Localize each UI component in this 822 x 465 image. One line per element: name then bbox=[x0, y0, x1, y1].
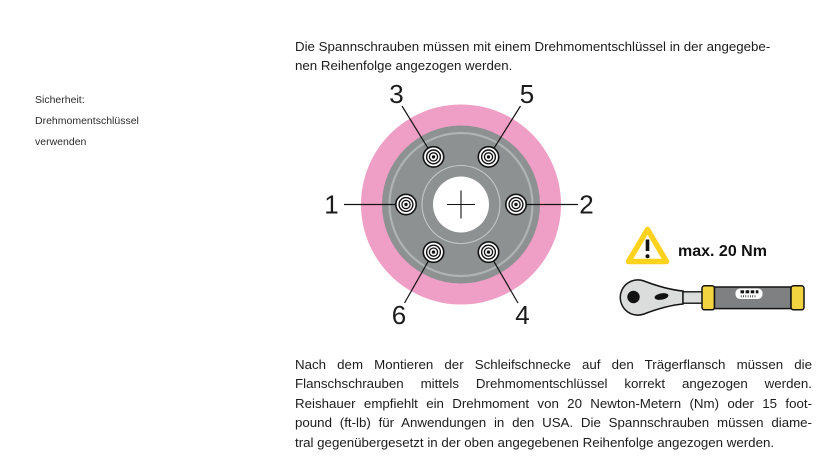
warning-triangle-icon bbox=[629, 230, 667, 262]
screw-label-6: 6 bbox=[391, 300, 407, 330]
screw-icon bbox=[423, 242, 443, 262]
max-torque-label: max. 20 Nm bbox=[678, 243, 767, 260]
margin-note bbox=[35, 90, 139, 153]
torque-warning-graphic bbox=[610, 222, 820, 322]
screw-label-4: 4 bbox=[515, 300, 530, 330]
text-line: Die Spannschrauben müssen mit einem Drehmomentschlüssel in der angegebe- bbox=[295, 39, 771, 54]
torque-wrench-icon bbox=[620, 280, 804, 315]
margin-note-line: Drehmomentschlüssel bbox=[35, 115, 139, 127]
screw-label-1: 1 bbox=[324, 189, 339, 220]
screw-icon bbox=[396, 194, 416, 214]
screw-icon bbox=[478, 147, 498, 167]
screw-icon bbox=[478, 242, 498, 262]
text-line: Flanschschrauben mittels Drehmomentschlüssel korrekt angezogen werden. bbox=[295, 376, 812, 392]
screw-icon bbox=[506, 194, 526, 214]
text-line: nen Reihenfolge angezogen werden. bbox=[295, 58, 513, 74]
text-line: Reishauer empfiehlt ein Drehmoment von 20 Newton-Metern (Nm) oder 15 foot- bbox=[295, 395, 812, 411]
text-line: Nach dem Montieren der Schleifschnecke auf den Trägerflansch müssen die bbox=[295, 357, 812, 372]
text-line: pound (ft-lb) für Anwendungen in den USA. Die Spannschrauben müssen diame- bbox=[295, 415, 812, 431]
screw-label-2: 2 bbox=[579, 189, 594, 220]
wrench-scale-window bbox=[736, 289, 763, 300]
margin-note-line: Sicherheit: bbox=[35, 94, 85, 106]
intro-paragraph bbox=[295, 37, 812, 76]
margin-note-line: verwenden bbox=[35, 136, 87, 148]
body-paragraph bbox=[295, 355, 812, 452]
grinding-wheel-diagram bbox=[290, 78, 620, 338]
screw-label-5: 5 bbox=[519, 79, 535, 109]
screw-icon bbox=[423, 147, 443, 167]
exclamation-icon bbox=[646, 240, 650, 259]
screw-label-3: 3 bbox=[389, 79, 404, 109]
text-line: tral gegenübergesetzt in der oben angegebenen Reihenfolge angezogen werden. bbox=[295, 434, 775, 450]
